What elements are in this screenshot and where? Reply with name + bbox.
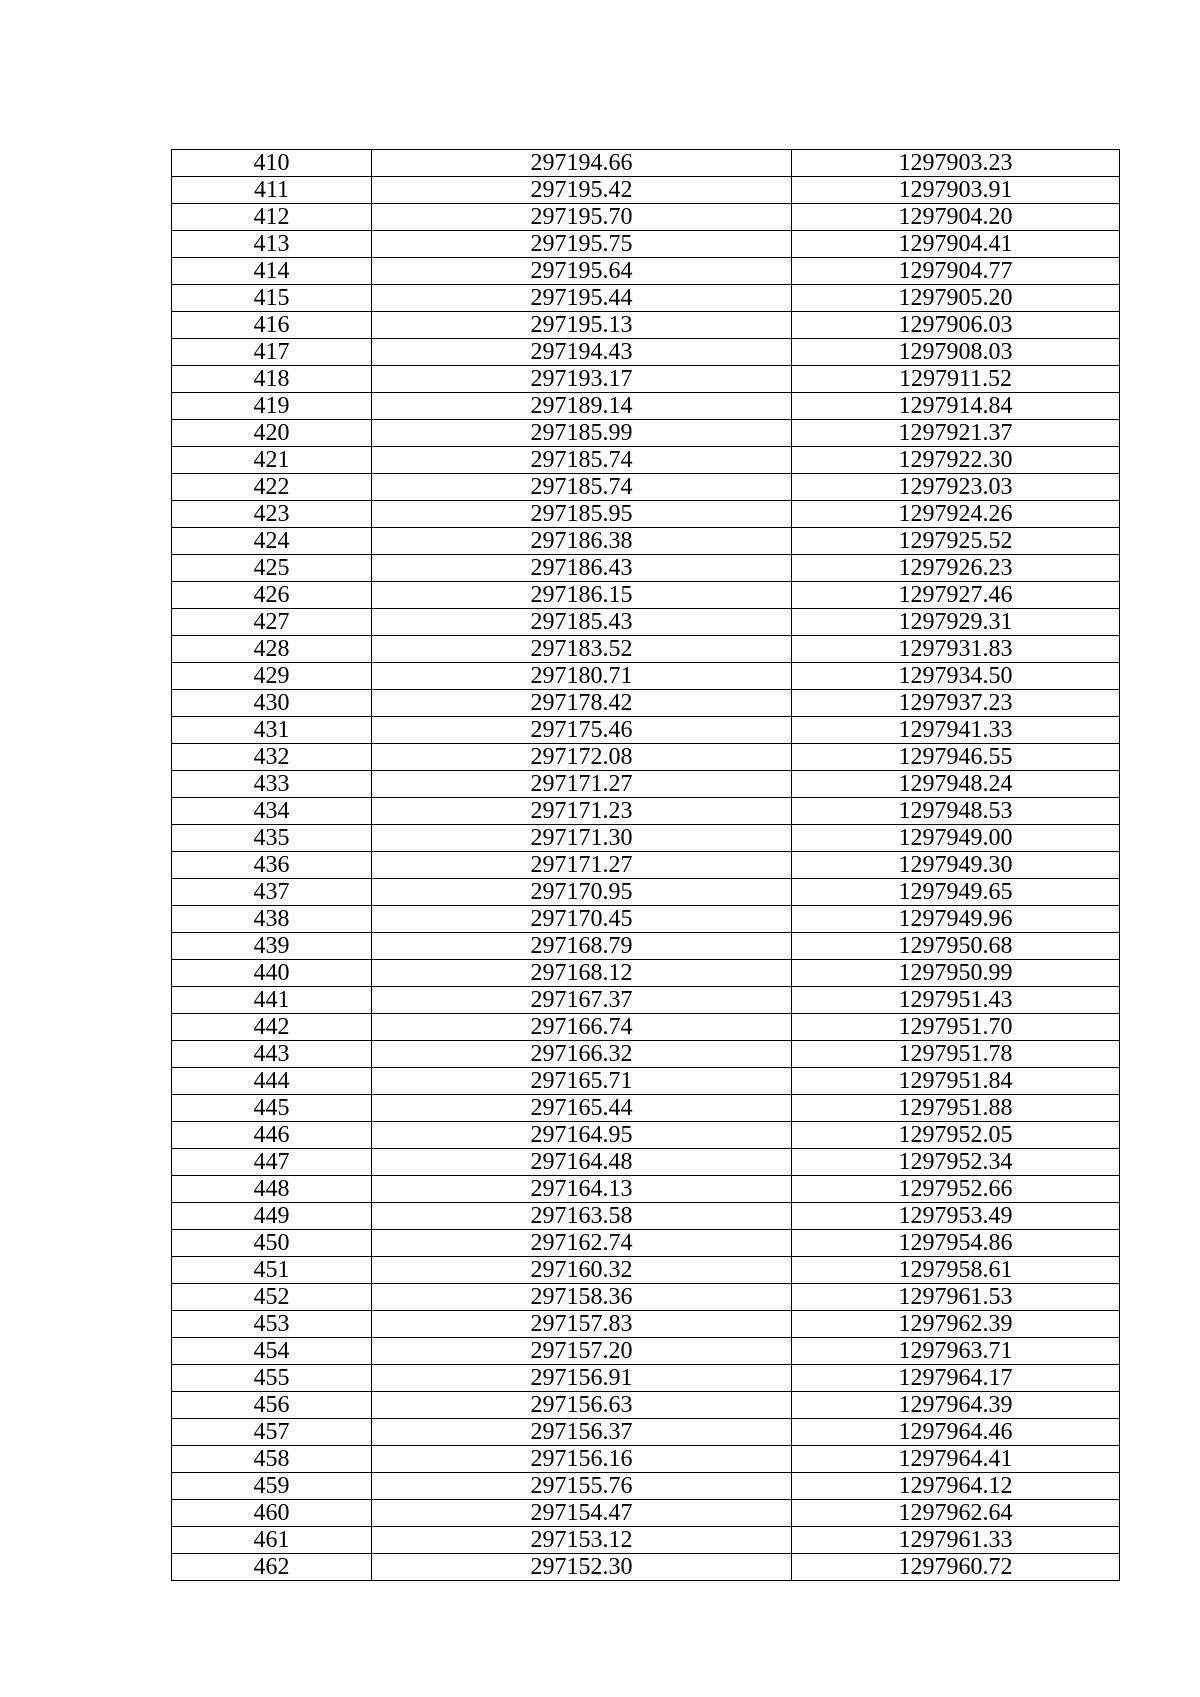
point-number-cell: 429 [172,663,372,690]
table-row [172,798,1120,825]
y-coordinate-cell: 1297951.70 [792,1014,1120,1041]
x-coordinate-cell: 297171.27 [372,771,792,798]
table-row [172,366,1120,393]
table-row [172,1446,1120,1473]
point-number-cell: 432 [172,744,372,771]
table-row [172,501,1120,528]
table-row [172,744,1120,771]
table-row [172,177,1120,204]
table-row [172,717,1120,744]
point-number-cell: 438 [172,906,372,933]
point-number-cell: 446 [172,1122,372,1149]
point-number-cell: 445 [172,1095,372,1122]
point-number-cell: 421 [172,447,372,474]
y-coordinate-cell: 1297953.49 [792,1203,1120,1230]
point-number-cell: 412 [172,204,372,231]
x-coordinate-cell: 297156.91 [372,1365,792,1392]
table-row [172,312,1120,339]
table-row [172,231,1120,258]
x-coordinate-cell: 297171.23 [372,798,792,825]
point-number-cell: 413 [172,231,372,258]
x-coordinate-cell: 297152.30 [372,1554,792,1581]
x-coordinate-cell: 297164.13 [372,1176,792,1203]
x-coordinate-cell: 297193.17 [372,366,792,393]
x-coordinate-cell: 297166.32 [372,1041,792,1068]
x-coordinate-cell: 297185.99 [372,420,792,447]
y-coordinate-cell: 1297964.41 [792,1446,1120,1473]
point-number-cell: 449 [172,1203,372,1230]
point-number-cell: 418 [172,366,372,393]
x-coordinate-cell: 297156.16 [372,1446,792,1473]
y-coordinate-cell: 1297926.23 [792,555,1120,582]
table-row [172,1041,1120,1068]
x-coordinate-cell: 297153.12 [372,1527,792,1554]
y-coordinate-cell: 1297904.77 [792,258,1120,285]
y-coordinate-cell: 1297946.55 [792,744,1120,771]
y-coordinate-cell: 1297950.68 [792,933,1120,960]
table-row [172,1500,1120,1527]
point-number-cell: 433 [172,771,372,798]
y-coordinate-cell: 1297905.20 [792,285,1120,312]
y-coordinate-cell: 1297923.03 [792,474,1120,501]
table-row [172,339,1120,366]
table-row [172,474,1120,501]
point-number-cell: 427 [172,609,372,636]
table-row [172,1473,1120,1500]
table-row [172,150,1120,177]
x-coordinate-cell: 297164.95 [372,1122,792,1149]
table-row [172,1257,1120,1284]
x-coordinate-cell: 297168.79 [372,933,792,960]
table-row [172,528,1120,555]
table-row [172,987,1120,1014]
table-row [172,879,1120,906]
x-coordinate-cell: 297195.13 [372,312,792,339]
table-row [172,1176,1120,1203]
point-number-cell: 439 [172,933,372,960]
table-row [172,690,1120,717]
table-row [172,960,1120,987]
y-coordinate-cell: 1297904.41 [792,231,1120,258]
y-coordinate-cell: 1297954.86 [792,1230,1120,1257]
x-coordinate-cell: 297166.74 [372,1014,792,1041]
y-coordinate-cell: 1297964.12 [792,1473,1120,1500]
y-coordinate-cell: 1297922.30 [792,447,1120,474]
y-coordinate-cell: 1297951.78 [792,1041,1120,1068]
x-coordinate-cell: 297186.38 [372,528,792,555]
table-row [172,447,1120,474]
point-number-cell: 436 [172,852,372,879]
y-coordinate-cell: 1297949.30 [792,852,1120,879]
x-coordinate-cell: 297185.43 [372,609,792,636]
point-number-cell: 415 [172,285,372,312]
y-coordinate-cell: 1297948.24 [792,771,1120,798]
y-coordinate-cell: 1297962.64 [792,1500,1120,1527]
table-row [172,906,1120,933]
table-row [172,1068,1120,1095]
y-coordinate-cell: 1297952.05 [792,1122,1120,1149]
table-row [172,1554,1120,1581]
table-row [172,420,1120,447]
point-number-cell: 419 [172,393,372,420]
table-row [172,663,1120,690]
point-number-cell: 458 [172,1446,372,1473]
y-coordinate-cell: 1297951.88 [792,1095,1120,1122]
point-number-cell: 456 [172,1392,372,1419]
point-number-cell: 462 [172,1554,372,1581]
y-coordinate-cell: 1297963.71 [792,1338,1120,1365]
y-coordinate-cell: 1297952.66 [792,1176,1120,1203]
x-coordinate-cell: 297167.37 [372,987,792,1014]
y-coordinate-cell: 1297906.03 [792,312,1120,339]
x-coordinate-cell: 297189.14 [372,393,792,420]
x-coordinate-cell: 297195.75 [372,231,792,258]
table-row [172,393,1120,420]
point-number-cell: 452 [172,1284,372,1311]
table-row [172,825,1120,852]
point-number-cell: 454 [172,1338,372,1365]
y-coordinate-cell: 1297904.20 [792,204,1120,231]
point-number-cell: 447 [172,1149,372,1176]
y-coordinate-cell: 1297958.61 [792,1257,1120,1284]
y-coordinate-cell: 1297925.52 [792,528,1120,555]
x-coordinate-cell: 297186.15 [372,582,792,609]
point-number-cell: 457 [172,1419,372,1446]
x-coordinate-cell: 297157.20 [372,1338,792,1365]
y-coordinate-cell: 1297921.37 [792,420,1120,447]
table-row [172,771,1120,798]
table-row [172,1392,1120,1419]
table-row [172,933,1120,960]
point-number-cell: 416 [172,312,372,339]
point-number-cell: 425 [172,555,372,582]
table-row [172,1365,1120,1392]
y-coordinate-cell: 1297924.26 [792,501,1120,528]
point-number-cell: 417 [172,339,372,366]
x-coordinate-cell: 297185.74 [372,447,792,474]
y-coordinate-cell: 1297941.33 [792,717,1120,744]
table-row [172,1203,1120,1230]
table-row [172,1527,1120,1554]
table-row [172,852,1120,879]
table-row [172,1311,1120,1338]
x-coordinate-cell: 297165.44 [372,1095,792,1122]
x-coordinate-cell: 297172.08 [372,744,792,771]
y-coordinate-cell: 1297961.33 [792,1527,1120,1554]
x-coordinate-cell: 297195.42 [372,177,792,204]
x-coordinate-cell: 297195.70 [372,204,792,231]
y-coordinate-cell: 1297949.65 [792,879,1120,906]
x-coordinate-cell: 297171.27 [372,852,792,879]
y-coordinate-cell: 1297937.23 [792,690,1120,717]
x-coordinate-cell: 297168.12 [372,960,792,987]
x-coordinate-cell: 297185.74 [372,474,792,501]
x-coordinate-cell: 297160.32 [372,1257,792,1284]
x-coordinate-cell: 297170.95 [372,879,792,906]
y-coordinate-cell: 1297911.52 [792,366,1120,393]
point-number-cell: 451 [172,1257,372,1284]
y-coordinate-cell: 1297948.53 [792,798,1120,825]
point-number-cell: 431 [172,717,372,744]
coordinate-table [171,149,1120,1581]
y-coordinate-cell: 1297931.83 [792,636,1120,663]
point-number-cell: 435 [172,825,372,852]
point-number-cell: 428 [172,636,372,663]
x-coordinate-cell: 297175.46 [372,717,792,744]
y-coordinate-cell: 1297914.84 [792,393,1120,420]
y-coordinate-cell: 1297927.46 [792,582,1120,609]
y-coordinate-cell: 1297951.84 [792,1068,1120,1095]
point-number-cell: 453 [172,1311,372,1338]
point-number-cell: 414 [172,258,372,285]
point-number-cell: 443 [172,1041,372,1068]
table-row [172,1284,1120,1311]
point-number-cell: 460 [172,1500,372,1527]
x-coordinate-cell: 297162.74 [372,1230,792,1257]
x-coordinate-cell: 297170.45 [372,906,792,933]
point-number-cell: 423 [172,501,372,528]
x-coordinate-cell: 297183.52 [372,636,792,663]
y-coordinate-cell: 1297929.31 [792,609,1120,636]
y-coordinate-cell: 1297964.39 [792,1392,1120,1419]
y-coordinate-cell: 1297961.53 [792,1284,1120,1311]
x-coordinate-cell: 297163.58 [372,1203,792,1230]
point-number-cell: 424 [172,528,372,555]
point-number-cell: 459 [172,1473,372,1500]
table-row [172,1419,1120,1446]
point-number-cell: 422 [172,474,372,501]
y-coordinate-cell: 1297964.17 [792,1365,1120,1392]
table-row [172,1014,1120,1041]
x-coordinate-cell: 297194.66 [372,150,792,177]
table-row [172,1122,1120,1149]
x-coordinate-cell: 297157.83 [372,1311,792,1338]
table-row [172,1338,1120,1365]
x-coordinate-cell: 297156.63 [372,1392,792,1419]
x-coordinate-cell: 297154.47 [372,1500,792,1527]
y-coordinate-cell: 1297908.03 [792,339,1120,366]
point-number-cell: 444 [172,1068,372,1095]
point-number-cell: 411 [172,177,372,204]
point-number-cell: 442 [172,1014,372,1041]
point-number-cell: 430 [172,690,372,717]
table-row [172,1149,1120,1176]
table-row [172,609,1120,636]
y-coordinate-cell: 1297951.43 [792,987,1120,1014]
table-row [172,1230,1120,1257]
table-row [172,636,1120,663]
x-coordinate-cell: 297164.48 [372,1149,792,1176]
table-row [172,555,1120,582]
point-number-cell: 420 [172,420,372,447]
x-coordinate-cell: 297158.36 [372,1284,792,1311]
point-number-cell: 448 [172,1176,372,1203]
y-coordinate-cell: 1297964.46 [792,1419,1120,1446]
table-row [172,285,1120,312]
y-coordinate-cell: 1297952.34 [792,1149,1120,1176]
table-row [172,582,1120,609]
y-coordinate-cell: 1297960.72 [792,1554,1120,1581]
y-coordinate-cell: 1297903.91 [792,177,1120,204]
x-coordinate-cell: 297195.44 [372,285,792,312]
y-coordinate-cell: 1297962.39 [792,1311,1120,1338]
x-coordinate-cell: 297156.37 [372,1419,792,1446]
x-coordinate-cell: 297171.30 [372,825,792,852]
y-coordinate-cell: 1297903.23 [792,150,1120,177]
x-coordinate-cell: 297180.71 [372,663,792,690]
x-coordinate-cell: 297186.43 [372,555,792,582]
point-number-cell: 450 [172,1230,372,1257]
table-row [172,258,1120,285]
point-number-cell: 461 [172,1527,372,1554]
y-coordinate-cell: 1297934.50 [792,663,1120,690]
y-coordinate-cell: 1297949.96 [792,906,1120,933]
point-number-cell: 440 [172,960,372,987]
table-row [172,1095,1120,1122]
point-number-cell: 437 [172,879,372,906]
point-number-cell: 410 [172,150,372,177]
x-coordinate-cell: 297165.71 [372,1068,792,1095]
point-number-cell: 441 [172,987,372,1014]
x-coordinate-cell: 297155.76 [372,1473,792,1500]
point-number-cell: 426 [172,582,372,609]
y-coordinate-cell: 1297949.00 [792,825,1120,852]
x-coordinate-cell: 297194.43 [372,339,792,366]
coordinate-table-body [172,150,1120,1581]
point-number-cell: 434 [172,798,372,825]
x-coordinate-cell: 297185.95 [372,501,792,528]
point-number-cell: 455 [172,1365,372,1392]
y-coordinate-cell: 1297950.99 [792,960,1120,987]
x-coordinate-cell: 297178.42 [372,690,792,717]
table-row [172,204,1120,231]
x-coordinate-cell: 297195.64 [372,258,792,285]
